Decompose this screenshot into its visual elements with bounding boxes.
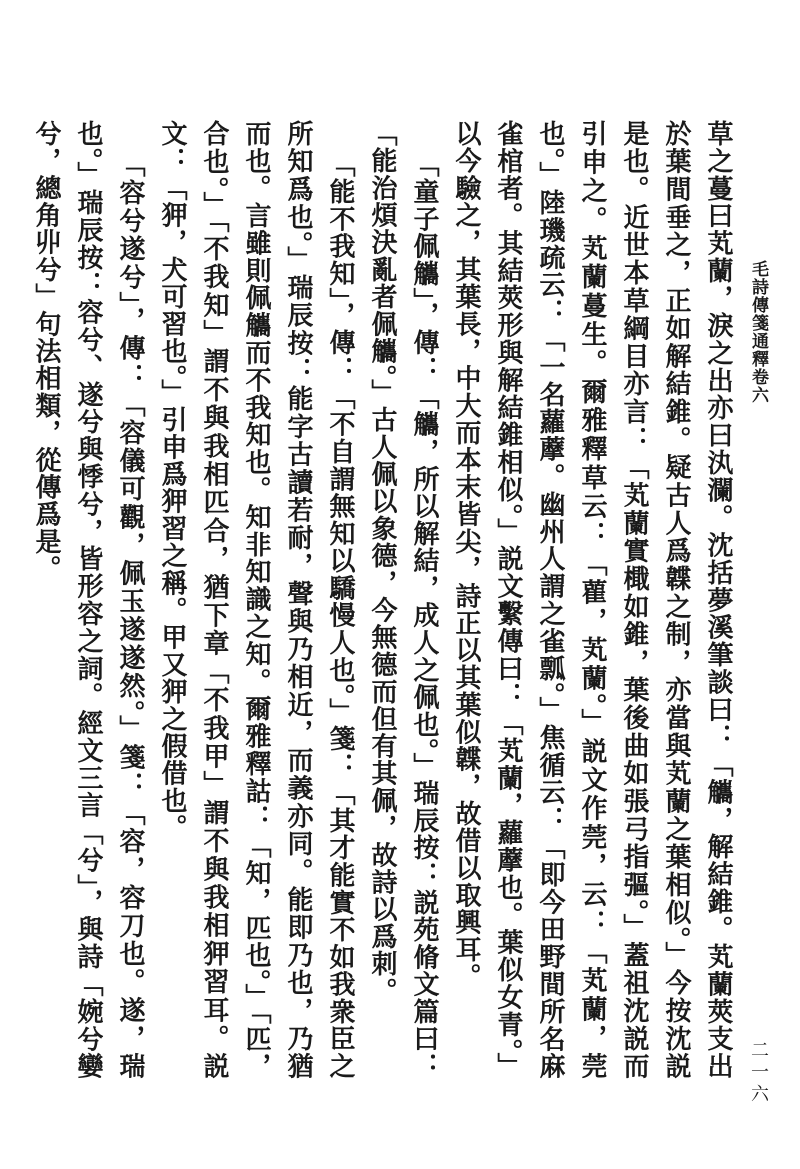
paragraph-1: 草之蔓曰芄蘭，淚之出亦曰汍瀾。沈括夢溪筆談曰：「觿，解結錐。芄蘭莢支出於葉間垂之，正如解結錐。疑古人爲韘之制，亦當與芄蘭之葉相似。」今按沈説是也。近世本草綱目亦言：「芄蘭實檝如錐，葉後曲如張弓指彄。」蓋祖沈説而引申之。芄蘭蔓生。爾雅釋草云：「雚，芄蘭。」説文作莞，云：「芄蘭，莞也。」陸璣疏云：「一名蘿藦。幽州人謂之雀瓢。」焦循云：「即今田野間所名麻雀棺者。其結莢形與解結錐相似。」説文繫傳曰：「芄蘭，蘿藦也。葉似女青。」以今驗之，其葉長，中大而本末皆尖，詩正以其葉似韘，故借以取興耳。 <box>451 120 733 1080</box>
main-text <box>31 120 739 1080</box>
paragraph-4: 「容兮遂兮」，傳：「容儀可觀，佩玉遂遂然。」箋：「容，容刀也。遂，瑞也。」瑞辰按：容兮、遂兮與悸兮，皆形容之詞。經文三言「兮」，與詩「婉兮孌兮，總角丱兮」句法相類，從傳爲是。 <box>31 120 145 1080</box>
paragraph-3: 「能不我知」，傳：「不自謂無知以驕慢人也。」箋：「其才能實不如我衆臣之所知爲也。」瑞辰按：能字古讀若耐，聲與乃相近，而義亦同。能即乃也，乃猶而也。言雖則佩觿而不我知也。知非知識之知。爾雅釋詁：「知，匹也。」「匹，合也。」「不我知」謂不與我相匹合，猶下章「不我甲」謂不與我相狎習耳。説文：「狎，犬可習也。」引申爲狎習之稱。甲又狎之假借也。 <box>157 120 355 1080</box>
page-number: 二一六 <box>748 1040 769 1106</box>
running-header: 毛詩傳箋通釋卷六 <box>748 260 768 404</box>
paragraph-2: 「童子佩觿」，傳：「觿，所以解結，成人之佩也。」瑞辰按：説苑脩文篇曰：「能治煩決亂者佩觿。」古人佩以象德，今無德而但有其佩，故詩以爲刺。 <box>367 120 439 1080</box>
